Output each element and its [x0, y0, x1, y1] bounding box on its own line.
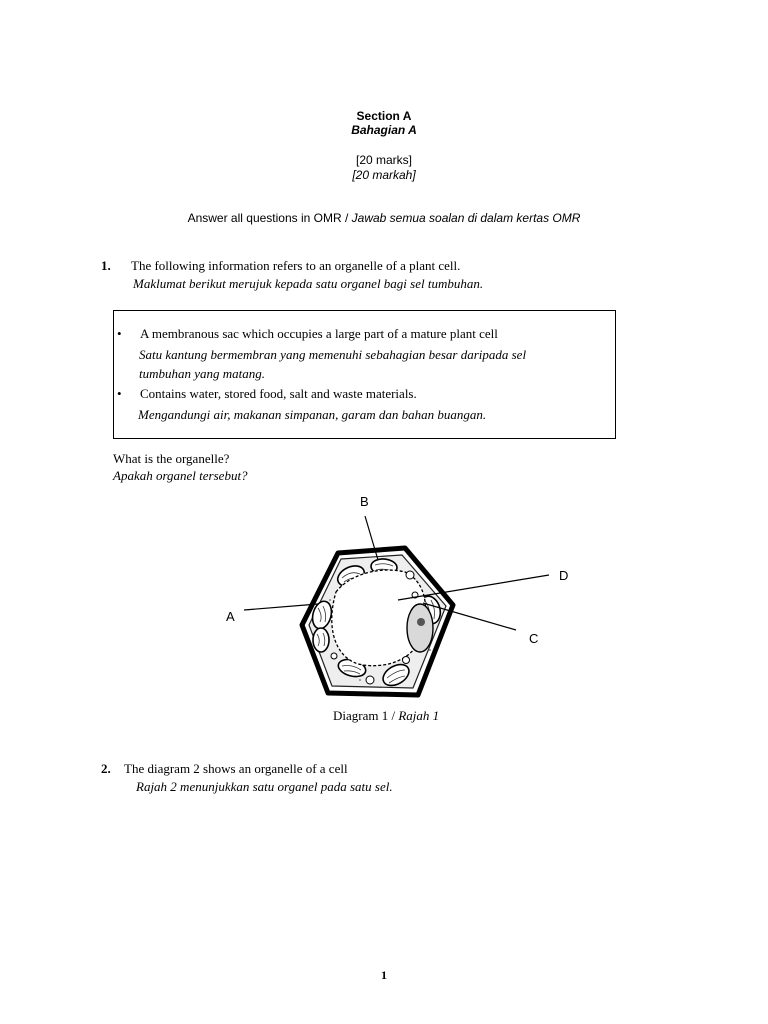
instruction: [0, 211, 768, 225]
info-bullet-1-malay-line-2: tumbuhan yang matang.: [139, 366, 266, 381]
label-c: C: [529, 631, 539, 646]
question-1-stem-malay: Maklumat berikut merujuk kepada satu organel bagi sel tumbuhan.: [133, 276, 484, 291]
question-1-number: 1.: [101, 258, 111, 273]
question-2-stem: The diagram 2 shows an organelle of a cell: [124, 761, 348, 776]
nucleus: [407, 604, 433, 652]
label-line-a: [244, 604, 318, 610]
diagram-caption-malay: Rajah 1: [398, 708, 440, 723]
section-title: Section A: [356, 109, 412, 123]
plant-cell-diagram: [210, 485, 580, 705]
total-marks: [20 marks]: [355, 153, 412, 167]
bullet-icon: •: [117, 386, 122, 401]
bullet-icon: •: [117, 326, 122, 341]
page-number: 1: [381, 968, 387, 982]
info-bullet-2: Contains water, stored food, salt and waste materials.: [140, 386, 417, 401]
question-2-stem-malay: Rajah 2 menunjukkan satu organel pada satu sel.: [136, 779, 393, 794]
diagram-1-caption: [333, 708, 439, 724]
diagram-caption-english: Diagram 1 /: [333, 708, 399, 723]
label-a: A: [226, 609, 235, 624]
information-box: [113, 310, 616, 439]
info-bullet-2-malay: Mengandungi air, makanan simpanan, garam dan bahan buangan.: [138, 407, 487, 422]
question-2-number: 2.: [101, 761, 111, 776]
total-marks-malay: [20 markah]: [352, 168, 416, 182]
nucleolus: [417, 618, 425, 626]
label-d: D: [559, 568, 569, 583]
info-bullet-1: A membranous sac which occupies a large part of a mature plant cell: [140, 326, 498, 341]
section-title-malay: Bahagian A: [351, 123, 417, 137]
instruction-english: Answer all questions in OMR /: [187, 211, 352, 225]
instruction-malay: Jawab semua soalan di dalam kertas OMR: [351, 211, 581, 225]
question-1-stem: The following information refers to an organelle of a plant cell.: [131, 258, 461, 273]
question-1-prompt-malay: Apakah organel tersebut?: [113, 468, 248, 483]
question-1-prompt: What is the organelle?: [113, 451, 230, 466]
label-b: B: [360, 494, 369, 509]
info-bullet-1-malay-line-1: Satu kantung bermembran yang memenuhi sebahagian besar daripada sel: [139, 347, 527, 362]
